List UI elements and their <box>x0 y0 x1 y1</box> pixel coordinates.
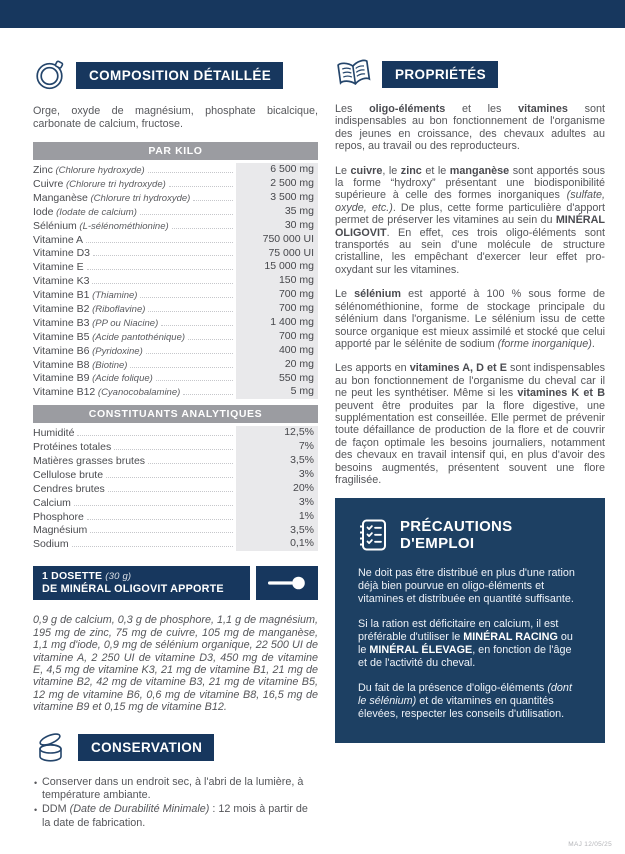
dotted-leader <box>87 269 233 270</box>
row-detail: (Chlorure tri hydroxyde) <box>63 178 166 190</box>
composition-section-header <box>33 58 318 92</box>
content-area <box>0 28 625 831</box>
dotted-leader <box>172 228 233 229</box>
row-label: Vitamine B9 (Acide folique) <box>33 372 153 385</box>
row-label: Vitamine B8 (Biotine) <box>33 358 128 371</box>
dosette-line2: DE MINÉRAL OLIGOVIT APPORTE <box>42 583 224 596</box>
row-value: 700 mg <box>236 330 318 344</box>
precautions-title-line2: D'EMPLOI <box>400 535 475 553</box>
table-row <box>33 191 318 205</box>
dotted-leader <box>156 380 233 381</box>
dotted-leader <box>169 186 233 187</box>
constituants-header: CONSTITUANTS ANALYTIQUES <box>33 405 318 423</box>
dotted-leader <box>93 255 233 256</box>
row-label: Calcium <box>33 496 71 509</box>
dosette-line1 <box>42 570 241 582</box>
table-row <box>33 274 318 288</box>
table-row <box>33 496 318 510</box>
table-row <box>33 330 318 344</box>
row-detail: (Cyanocobalamine) <box>95 387 181 399</box>
left-column <box>33 58 318 831</box>
precautions-header <box>358 518 582 552</box>
row-value: 30 mg <box>236 219 318 233</box>
row-label: Vitamine D3 <box>33 247 91 260</box>
dotted-leader <box>130 367 233 368</box>
open-tin-icon <box>33 731 69 765</box>
precautions-box <box>335 498 605 743</box>
table-row <box>33 385 318 399</box>
top-banner <box>0 0 625 28</box>
table-row <box>33 482 318 496</box>
right-column <box>335 58 605 743</box>
conservation-bullets <box>33 776 318 831</box>
row-label: Manganèse (Chlorure tri hydroxyde) <box>33 191 191 204</box>
conservation-section-header <box>33 731 318 765</box>
row-label: Vitamine E <box>33 261 84 274</box>
row-value: 1 400 mg <box>236 316 318 330</box>
row-label: Matières grasses brutes <box>33 455 146 467</box>
row-label: Cellulose brute <box>33 468 104 481</box>
row-label: Vitamine A <box>33 233 84 246</box>
table-row <box>33 426 318 440</box>
row-label: Vitamine K3 <box>33 275 90 288</box>
row-detail: (Chlorure hydroxyde) <box>52 165 145 177</box>
row-value: 700 mg <box>236 288 318 302</box>
row-label: Vitamine B6 (Pyridoxine) <box>33 344 143 357</box>
table-row <box>33 247 318 261</box>
dotted-leader <box>86 242 233 243</box>
checklist-icon <box>358 518 388 552</box>
dotted-leader <box>87 519 233 520</box>
dotted-leader <box>161 325 233 326</box>
dotted-leader <box>140 214 233 215</box>
row-label: Phosphore <box>33 510 84 523</box>
dosette-weight: (30 g) <box>105 571 132 583</box>
precautions-paragraphs <box>358 567 582 721</box>
row-label: Vitamine B2 (Riboflavine) <box>33 302 146 315</box>
row-value: 5 mg <box>236 385 318 399</box>
row-value: 3% <box>236 496 318 510</box>
dotted-leader <box>140 297 233 298</box>
row-value: 15 000 mg <box>236 260 318 274</box>
row-value: 550 mg <box>236 372 318 386</box>
row-label: Zinc (Chlorure hydroxyde) <box>33 164 145 177</box>
row-detail: (Pyridoxine) <box>89 345 143 357</box>
revision-note: MAJ 12/05/25 <box>568 841 612 848</box>
row-detail: (L-sélénométhionine) <box>76 220 169 232</box>
dotted-leader <box>146 353 233 354</box>
paragraph: Du fait de la présence d'oligo-éléments (dont le sélénium) et de vitamines en quantités élevées, respecter les conseils d'utilisation. <box>358 682 572 721</box>
table-row <box>33 288 318 302</box>
row-value: 12,5% <box>236 426 318 440</box>
row-value: 75 000 UI <box>236 247 318 261</box>
row-value: 400 mg <box>236 344 318 358</box>
par-kilo-table <box>33 163 318 399</box>
table-row <box>33 205 318 219</box>
row-label: Sélénium (L-sélénométhionine) <box>33 219 169 232</box>
section-title-conservation: CONSERVATION <box>78 734 214 761</box>
row-label: Protéines totales <box>33 441 112 454</box>
table-row <box>33 510 318 524</box>
table-row <box>33 454 318 468</box>
row-value: 6 500 mg <box>236 163 318 177</box>
row-label: Vitamine B1 (Thiamine) <box>33 289 138 302</box>
row-detail: (Iodate de calcium) <box>53 206 137 218</box>
row-value: 1% <box>236 510 318 524</box>
table-row <box>33 524 318 538</box>
scoop-box <box>256 566 318 600</box>
row-value: 3 500 mg <box>236 191 318 205</box>
table-row <box>33 358 318 372</box>
paragraph: Le sélénium est apporté à 100 % sous forme de sélénométhionine, forme de stockage principale du sélénium dans l'organisme. Le sélénium issu de cette source organique est mieux assimilé et stocké que celui apporté par le sélénite de sodium (forme inorganique). <box>335 288 605 350</box>
row-detail: (Acide folique) <box>89 373 153 385</box>
paragraph: • Conserver dans un endroit sec, à l'abri de la lumière, à température ambiante. <box>33 776 318 803</box>
table-row <box>33 440 318 454</box>
dotted-leader <box>183 394 233 395</box>
dotted-leader <box>106 477 233 478</box>
row-value: 7% <box>236 440 318 454</box>
dotted-leader <box>77 435 233 436</box>
table-row <box>33 316 318 330</box>
row-value: 700 mg <box>236 302 318 316</box>
row-label: Iode (Iodate de calcium) <box>33 205 137 218</box>
row-detail: (Riboflavine) <box>89 303 146 315</box>
row-label: Cuivre (Chlorure tri hydroxyde) <box>33 177 166 190</box>
dosette-detail-text: 0,9 g de calcium, 0,3 g de phosphore, 1,1 g de magnésium, 195 mg de zinc, 75 mg de cuivre, 105 mg de manganèse, 1,1 mg d'iode, 0,9 mg de sélénium organique, 22 500 UI de vitamine A, 2 250 UI de vitamine D3, 450 mg de vitamine E, 4,5 mg de vitamine K3, 21 mg de vitamine B1, 21 mg de vitamine B2, 42 mg de vitamine B3, 21 mg de vitamine B5, 12 mg de vitamine B6, 0,6 mg de vitamine B8, 16,5 mg de vitamine B9 et 0,15 mg de vitamine B12. <box>33 614 318 714</box>
dosette-quantity: 1 DOSETTE <box>42 570 103 583</box>
table-row <box>33 233 318 247</box>
row-value: 20% <box>236 482 318 496</box>
paragraph: • DDM (Date de Durabilité Minimale) : 12 mois à partir de la date de fabrication. <box>33 803 318 830</box>
dotted-leader <box>90 532 233 533</box>
paragraph: Le cuivre, le zinc et le manganèse sont apportés sous la forme “hydroxy” présentant une biodisponibilité supérieure à celle des formes inorganiques (sulfate, oxyde, etc.). De plus, cette forme particulière d'apport permet de préserver les vitamines au sein du MINÉRAL OLIGOVIT. En effet, ces trois oligo-éléments sont transportés au sein d'une molécule de structure cristalline, les empêchant d'exercer leur effet pro-oxydant sur les vitamines. <box>335 164 605 276</box>
scoop-icon <box>267 575 307 591</box>
table-row <box>33 468 318 482</box>
row-value: 3,5% <box>236 454 318 468</box>
table-row <box>33 219 318 233</box>
dotted-leader <box>108 491 233 492</box>
row-detail: (Chlorure tri hydroxyde) <box>87 192 191 204</box>
dotted-leader <box>193 200 233 201</box>
proprietes-section-header <box>335 58 605 90</box>
row-detail: (PP ou Niacine) <box>89 317 159 329</box>
row-label: Vitamine B5 (Acide pantothénique) <box>33 330 186 343</box>
dotted-leader <box>72 546 233 547</box>
row-value: 35 mg <box>236 205 318 219</box>
table-row <box>33 302 318 316</box>
dosette-banner <box>33 566 318 600</box>
row-detail: (Biotine) <box>89 359 128 371</box>
par-kilo-header: PAR KILO <box>33 142 318 160</box>
table-row <box>33 177 318 191</box>
paragraph: Si la ration est déficitaire en calcium, il est préférable d'utiliser le MINÉRAL RACING ou le MINÉRAL ÉLEVAGE, en fonction de l'âge et de l'activité du cheval. <box>358 618 573 670</box>
table-row <box>33 260 318 274</box>
row-value: 2 500 mg <box>236 177 318 191</box>
table-row <box>33 372 318 386</box>
precautions-title-line1: PRÉCAUTIONS <box>400 518 513 536</box>
composition-intro: Orge, oxyde de magnésium, phosphate bicalcique, carbonate de calcium, fructose. <box>33 105 318 130</box>
row-value: 0,1% <box>236 537 318 551</box>
constituants-table <box>33 426 318 551</box>
row-label: Cendres brutes <box>33 482 105 495</box>
row-value: 3% <box>236 468 318 482</box>
proprietes-paragraphs <box>335 103 605 486</box>
row-label: Magnésium <box>33 524 88 537</box>
row-value: 750 000 UI <box>236 233 318 247</box>
table-row <box>33 537 318 551</box>
dotted-leader <box>92 283 233 284</box>
row-detail: (Acide pantothénique) <box>89 331 186 343</box>
dosette-label-box <box>33 566 250 600</box>
row-label: Sodium <box>33 538 69 551</box>
dotted-leader <box>148 463 233 464</box>
dotted-leader <box>148 311 233 312</box>
open-book-icon <box>335 58 373 90</box>
row-value: 3,5% <box>236 524 318 538</box>
table-row <box>33 163 318 177</box>
row-label: Vitamine B12 (Cyanocobalamine) <box>33 386 181 399</box>
row-value: 20 mg <box>236 358 318 372</box>
row-detail: (Thiamine) <box>89 290 138 302</box>
dotted-leader <box>114 449 233 450</box>
section-title-proprietes: PROPRIÉTÉS <box>382 61 498 88</box>
tub-lid-icon <box>33 58 67 92</box>
precautions-title <box>400 518 512 552</box>
section-title-composition: COMPOSITION DÉTAILLÉE <box>76 62 283 89</box>
dotted-leader <box>74 505 233 506</box>
row-label: Vitamine B3 (PP ou Niacine) <box>33 316 159 329</box>
paragraph: Les oligo-éléments et les vitamines sont indispensables au bon fonctionnement de l'organisme des jeunes en croissance, des chevaux adultes au repos, au travail ou des reproducteurs. <box>335 103 605 153</box>
table-row <box>33 344 318 358</box>
paragraph: Ne doit pas être distribué en plus d'une ration déjà bien pourvue en oligo-éléments et vitamines et distribuée en quantité suffisante. <box>358 567 575 606</box>
dotted-leader <box>188 339 233 340</box>
paragraph: Les apports en vitamines A, D et E sont indispensables au bon fonctionnement de l'organisme du cheval car il ne peut les synthétiser. Même si les vitamines K et B peuvent être produites par la flore digestive, une supplémentation est conseillée. Elle permet de prévenir toute défaillance de production de la flore et de couvrir de façon optimale les besoins journaliers, notamment des chevaux en travail intensif qui, en plus d'avoir des besoins augmentés, présentent souvent une flore fragilisée. <box>335 362 605 486</box>
dotted-leader <box>148 172 233 173</box>
row-value: 150 mg <box>236 274 318 288</box>
row-label: Humidité <box>33 427 75 440</box>
